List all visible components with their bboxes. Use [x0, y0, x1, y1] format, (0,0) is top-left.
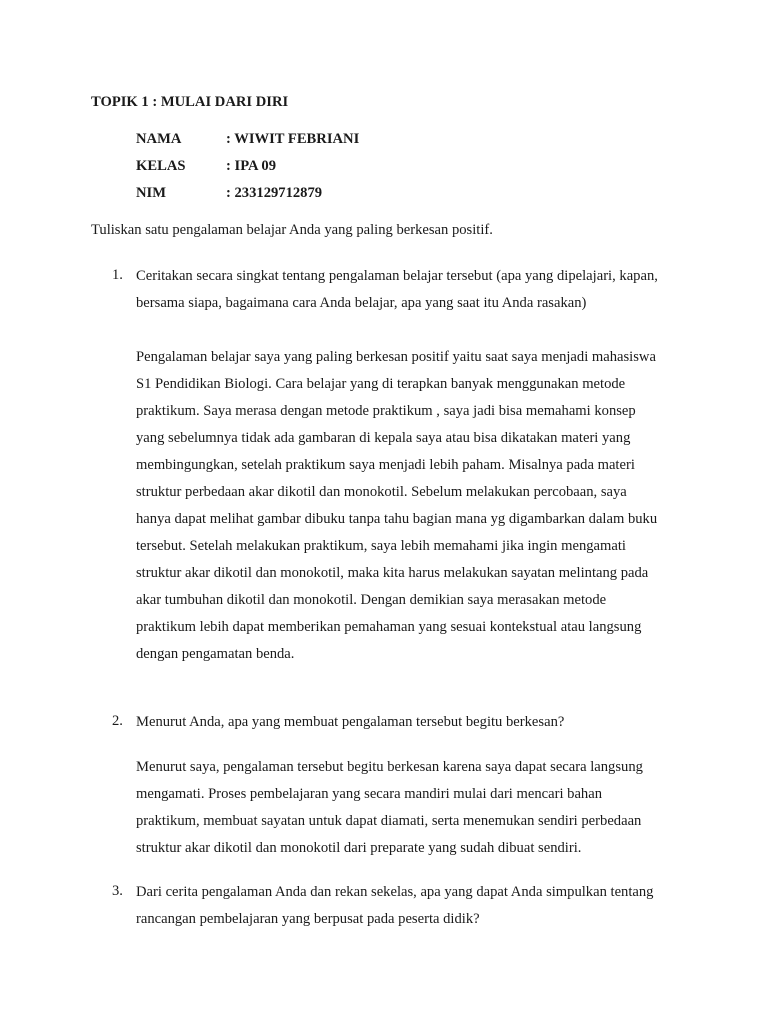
info-row-nim [136, 184, 359, 211]
answer-line: membingungkan, setelah praktikum saya menjadi lebih paham. Misalnya pada materi [136, 457, 635, 473]
info-row-kelas [136, 157, 359, 184]
info-label: KELAS [136, 158, 186, 174]
intro-prompt: Tuliskan satu pengalaman belajar Anda yang paling berkesan positif. [91, 222, 493, 238]
answer-line: mengamati. Proses pembelajaran yang secara mandiri mulai dari mencari bahan [136, 786, 603, 802]
question-number: 2. [112, 713, 123, 729]
info-label: NAMA [136, 131, 182, 147]
info-value: : 233129712879 [226, 185, 323, 201]
answer-line: Pengalaman belajar saya yang paling berkesan positif yaitu saat saya menjadi mahasiswa [136, 349, 656, 365]
answer-line: praktikum, membuat sayatan untuk dapat diamati, serta menemukan sendiri perbedaan [136, 813, 642, 829]
info-label: NIM [136, 185, 166, 201]
answer-text [136, 344, 682, 668]
question-2 [112, 709, 682, 862]
question-1 [112, 263, 682, 668]
answer-line: tersebut. Setelah melakukan praktikum, saya lebih memahami jika ingin mengamati [136, 538, 626, 554]
answer-line: praktikum lebih dapat memberikan pemahaman yang sesuai kontekstual atau langsung [136, 619, 642, 635]
answer-line: struktur akar dikotil dan monokotil, maka kita harus melakukan sayatan melintang pada [136, 565, 649, 581]
info-value: : WIWIT FEBRIANI [226, 131, 360, 147]
question-line: rancangan pembelajaran yang berpusat pada peserta didik? [136, 911, 480, 927]
answer-line: Menurut saya, pengalaman tersebut begitu berkesan karena saya dapat secara langsung [136, 759, 643, 775]
student-info [136, 130, 359, 211]
answer-line: struktur perbedaan akar dikotil dan monokotil. Sebelum melakukan percobaan, saya [136, 484, 627, 500]
question-3 [112, 879, 682, 933]
question-text [136, 879, 682, 933]
answer-line: S1 Pendidikan Biologi. Cara belajar yang di terapkan banyak menggunakan metode [136, 376, 626, 392]
answer-line: dengan pengamatan benda. [136, 646, 295, 662]
answer-text [136, 754, 682, 862]
question-line: Menurut Anda, apa yang membuat pengalaman tersebut begitu berkesan? [136, 714, 565, 730]
question-text [136, 263, 682, 317]
answer-line: hanya dapat melihat gambar dibuku tanpa tahu bagian mana yg digambarkan dalam buku [136, 511, 658, 527]
question-line: bersama siapa, bagaimana cara Anda belajar, apa yang saat itu Anda rasakan) [136, 295, 587, 311]
info-value: : IPA 09 [226, 158, 276, 174]
question-line: Ceritakan secara singkat tentang pengalaman belajar tersebut (apa yang dipelajari, kapan, [136, 268, 658, 284]
document-title: TOPIK 1 : MULAI DARI DIRI [91, 94, 289, 110]
answer-line: yang sebelumnya tidak ada gambaran di kepala saya atau bisa dikatakan materi yang [136, 430, 631, 446]
question-line: Dari cerita pengalaman Anda dan rekan sekelas, apa yang dapat Anda simpulkan tentang [136, 884, 654, 900]
answer-line: akar tumbuhan dikotil dan monokotil. Dengan demikian saya merasakan metode [136, 592, 607, 608]
question-number: 1. [112, 267, 123, 283]
info-row-nama [136, 130, 359, 157]
answer-line: struktur akar dikotil dan monokotil dari preparate yang sudah dibuat sendiri. [136, 840, 582, 856]
question-text [136, 709, 682, 736]
question-number: 3. [112, 883, 123, 899]
answer-line: praktikum. Saya merasa dengan metode praktikum , saya jadi bisa memahami konsep [136, 403, 636, 419]
